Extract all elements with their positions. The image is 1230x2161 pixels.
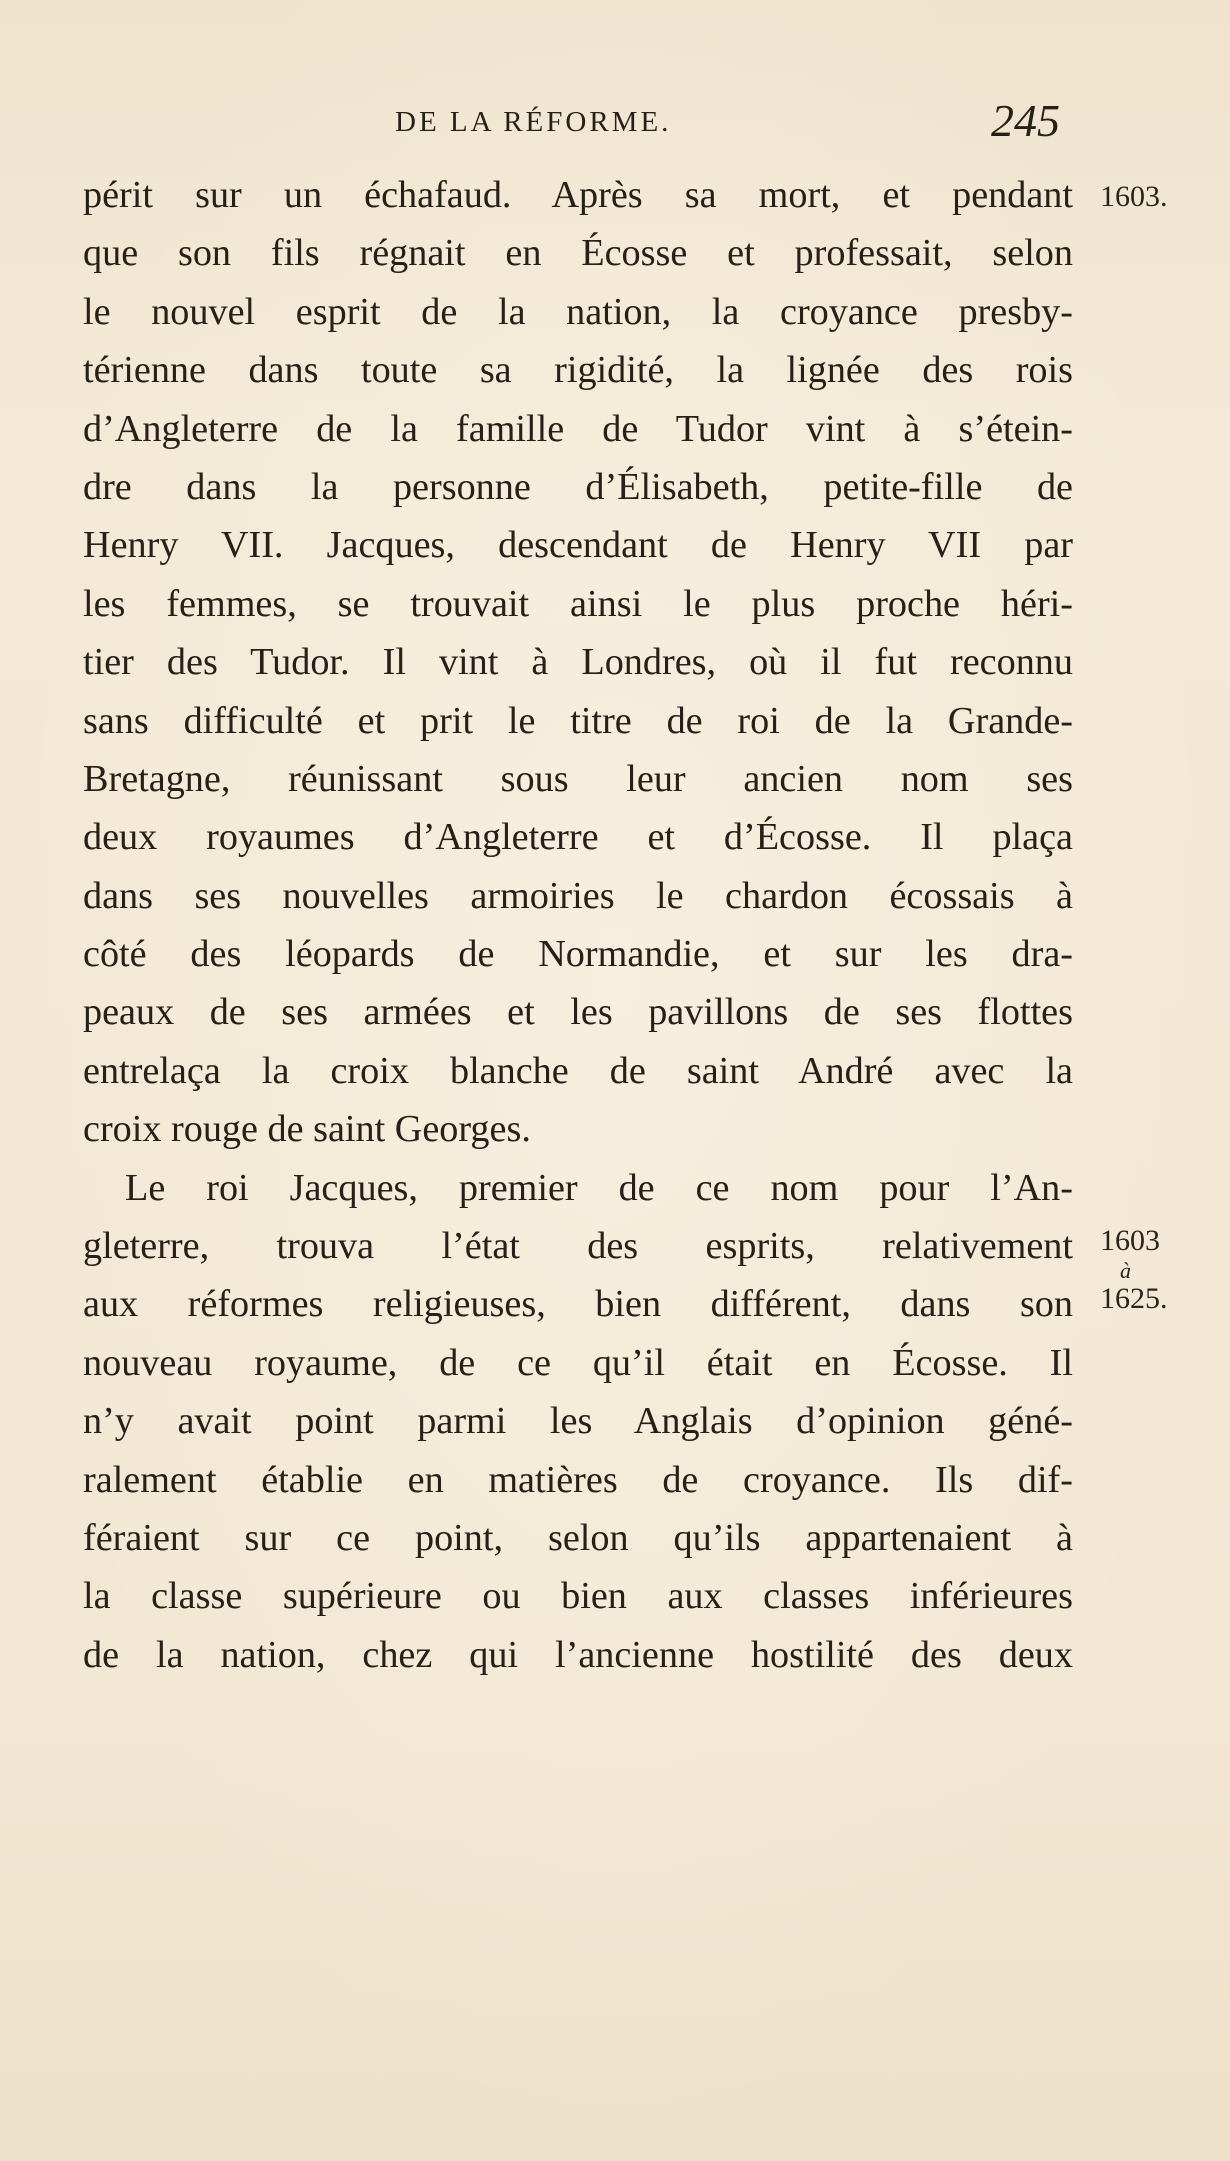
text-line: que son fils régnait en Écosse et professait, selon (83, 232, 1073, 275)
text-line: Henry VII. Jacques, descendant de Henry VII par (83, 524, 1073, 567)
text-line: dans ses nouvelles armoiries le chardon écossais à (83, 874, 1073, 917)
page-header (395, 95, 1060, 150)
margin-date-range-start: 1603 (1100, 1224, 1160, 1257)
paragraph-end-line: croix rouge de saint Georges. (83, 1108, 531, 1151)
text-line: n’y avait point parmi les Anglais d’opinion géné- (83, 1400, 1073, 1443)
text-line: de la nation, chez qui l’ancienne hostilité des deux (83, 1633, 1073, 1676)
text-line: térienne dans toute sa rigidité, la lignée des rois (83, 349, 1073, 392)
margin-date-note: 1603. (1100, 180, 1168, 213)
running-title: DE LA RÉFORME. (395, 106, 672, 138)
text-line: côté des léopards de Normandie, et sur les dra- (83, 933, 1073, 976)
text-line: le nouvel esprit de la nation, la croyance presby- (83, 290, 1073, 333)
text-line: dre dans la personne d’Élisabeth, petite-fille de (83, 465, 1073, 508)
margin-date-range-end: 1625. (1100, 1282, 1168, 1315)
text-line: peaux de ses armées et les pavillons de ses flottes (83, 991, 1073, 1034)
margin-date-range-separator: à (1120, 1258, 1131, 1283)
text-line: périt sur un échafaud. Après sa mort, et pendant (83, 174, 1073, 216)
text-line: aux réformes religieuses, bien différent, dans son (83, 1283, 1073, 1326)
text-line: Bretagne, réunissant sous leur ancien nom ses (83, 757, 1073, 800)
text-line: gleterre, trouva l’état des esprits, relativement (83, 1225, 1073, 1268)
text-line: entrelaça la croix blanche de saint André avec la (83, 1049, 1073, 1092)
paragraph-start-line: Le roi Jacques, premier de ce nom pour l’An- (125, 1166, 1073, 1209)
text-line: ralement établie en matières de croyance. Ils dif- (83, 1458, 1073, 1501)
text-line: féraient sur ce point, selon qu’ils appartenaient à (83, 1516, 1073, 1559)
text-line: les femmes, se trouvait ainsi le plus proche héri- (83, 582, 1073, 625)
body-text (83, 166, 1073, 1684)
text-line: deux royaumes d’Angleterre et d’Écosse. Il plaça (83, 816, 1073, 859)
page-number: 245 (991, 95, 1060, 146)
text-line: tier des Tudor. Il vint à Londres, où il fut reconnu (83, 641, 1073, 684)
text-line: sans difficulté et prit le titre de roi de la Grande- (83, 699, 1073, 742)
text-line: d’Angleterre de la famille de Tudor vint à s’étein- (83, 407, 1073, 450)
text-line: la classe supérieure ou bien aux classes inférieures (83, 1575, 1073, 1618)
text-line: nouveau royaume, de ce qu’il était en Écosse. Il (83, 1341, 1073, 1384)
